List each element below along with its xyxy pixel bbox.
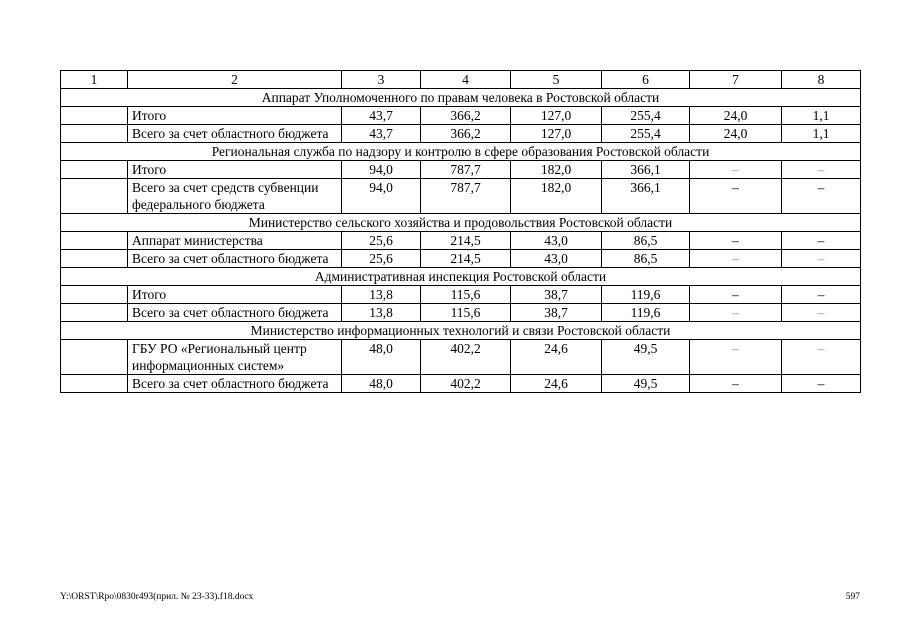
value-col-4: 787,7 [421,179,511,214]
section-row [61,322,861,340]
value-col-4: 214,5 [421,232,511,250]
value-col-7: – [690,232,782,250]
value-col-5: 182,0 [511,179,602,214]
table-row [61,125,861,143]
table-row [61,286,861,304]
value-col-6: 255,4 [602,125,690,143]
table-row [61,179,861,214]
row-name: Итого [128,107,342,125]
section-row [61,214,861,232]
value-col-6: 119,6 [602,304,690,322]
empty-cell [61,304,128,322]
value-col-3: 94,0 [342,161,421,179]
value-col-5: 127,0 [511,107,602,125]
empty-cell [61,250,128,268]
value-col-8: – [782,340,861,375]
value-col-4: 366,2 [421,107,511,125]
value-col-6: 49,5 [602,375,690,393]
value-col-6: 366,1 [602,179,690,214]
value-col-7: – [690,286,782,304]
value-col-8: – [782,304,861,322]
value-col-8: – [782,179,861,214]
row-name: Итого [128,161,342,179]
header-cell-5: 5 [511,71,602,89]
value-col-7: – [690,250,782,268]
header-cell-2: 2 [128,71,342,89]
empty-cell [61,107,128,125]
section-title: Министерство информационных технологий и связи Ростовской области [61,322,861,340]
value-col-3: 25,6 [342,232,421,250]
value-col-6: 119,6 [602,286,690,304]
row-name: Всего за счет областного бюджета [128,304,342,322]
table-row [61,304,861,322]
value-col-7: – [690,304,782,322]
value-col-8: – [782,375,861,393]
value-col-8: – [782,250,861,268]
section-title: Административная инспекция Ростовской области [61,268,861,286]
value-col-6: 255,4 [602,107,690,125]
value-col-3: 94,0 [342,179,421,214]
value-col-7: – [690,375,782,393]
row-name: Итого [128,286,342,304]
row-name: ГБУ РО «Региональный центр информационных систем» [128,340,342,375]
header-cell-6: 6 [602,71,690,89]
footer-file-path: Y:\ORST\Rpo\0830r493(прил. № 23-33).f18.docx [60,592,254,602]
value-col-3: 13,8 [342,304,421,322]
value-col-7: – [690,179,782,214]
empty-cell [61,286,128,304]
value-col-5: 24,6 [511,375,602,393]
value-col-6: 366,1 [602,161,690,179]
value-col-5: 43,0 [511,232,602,250]
value-col-8: 1,1 [782,125,861,143]
value-col-6: 49,5 [602,340,690,375]
value-col-7: – [690,161,782,179]
value-col-4: 115,6 [421,286,511,304]
value-col-4: 787,7 [421,161,511,179]
section-row [61,268,861,286]
empty-cell [61,375,128,393]
empty-cell [61,125,128,143]
value-col-3: 43,7 [342,107,421,125]
value-col-5: 38,7 [511,286,602,304]
header-cell-8: 8 [782,71,861,89]
value-col-8: – [782,232,861,250]
value-col-5: 38,7 [511,304,602,322]
value-col-6: 86,5 [602,250,690,268]
row-name: Всего за счет областного бюджета [128,125,342,143]
section-title: Министерство сельского хозяйства и продовольствия Ростовской области [61,214,861,232]
value-col-6: 86,5 [602,232,690,250]
header-row [61,71,861,89]
row-name: Всего за счет средств субвенции федерального бюджета [128,179,342,214]
value-col-7: 24,0 [690,125,782,143]
footer-page-number: 597 [845,592,860,602]
empty-cell [61,161,128,179]
value-col-4: 214,5 [421,250,511,268]
empty-cell [61,340,128,375]
value-col-3: 43,7 [342,125,421,143]
budget-table [60,70,861,393]
value-col-8: 1,1 [782,107,861,125]
row-name: Всего за счет областного бюджета [128,250,342,268]
value-col-3: 25,6 [342,250,421,268]
value-col-8: – [782,161,861,179]
table-row [61,161,861,179]
table-row [61,250,861,268]
value-col-4: 402,2 [421,340,511,375]
section-title: Аппарат Уполномоченного по правам человека в Ростовской области [61,89,861,107]
value-col-5: 182,0 [511,161,602,179]
value-col-3: 48,0 [342,375,421,393]
value-col-5: 127,0 [511,125,602,143]
table-row [61,375,861,393]
value-col-4: 366,2 [421,125,511,143]
value-col-3: 48,0 [342,340,421,375]
header-cell-1: 1 [61,71,128,89]
section-row [61,89,861,107]
table-row [61,107,861,125]
table-body [61,71,861,393]
row-name: Всего за счет областного бюджета [128,375,342,393]
header-cell-4: 4 [421,71,511,89]
table-row [61,340,861,375]
value-col-5: 24,6 [511,340,602,375]
header-cell-3: 3 [342,71,421,89]
value-col-7: 24,0 [690,107,782,125]
value-col-3: 13,8 [342,286,421,304]
value-col-4: 402,2 [421,375,511,393]
value-col-4: 115,6 [421,304,511,322]
header-cell-7: 7 [690,71,782,89]
table-row [61,232,861,250]
section-title: Региональная служба по надзору и контролю в сфере образования Ростовской области [61,143,861,161]
value-col-7: – [690,340,782,375]
value-col-8: – [782,286,861,304]
empty-cell [61,232,128,250]
section-row [61,143,861,161]
row-name: Аппарат министерства [128,232,342,250]
value-col-5: 43,0 [511,250,602,268]
empty-cell [61,179,128,214]
